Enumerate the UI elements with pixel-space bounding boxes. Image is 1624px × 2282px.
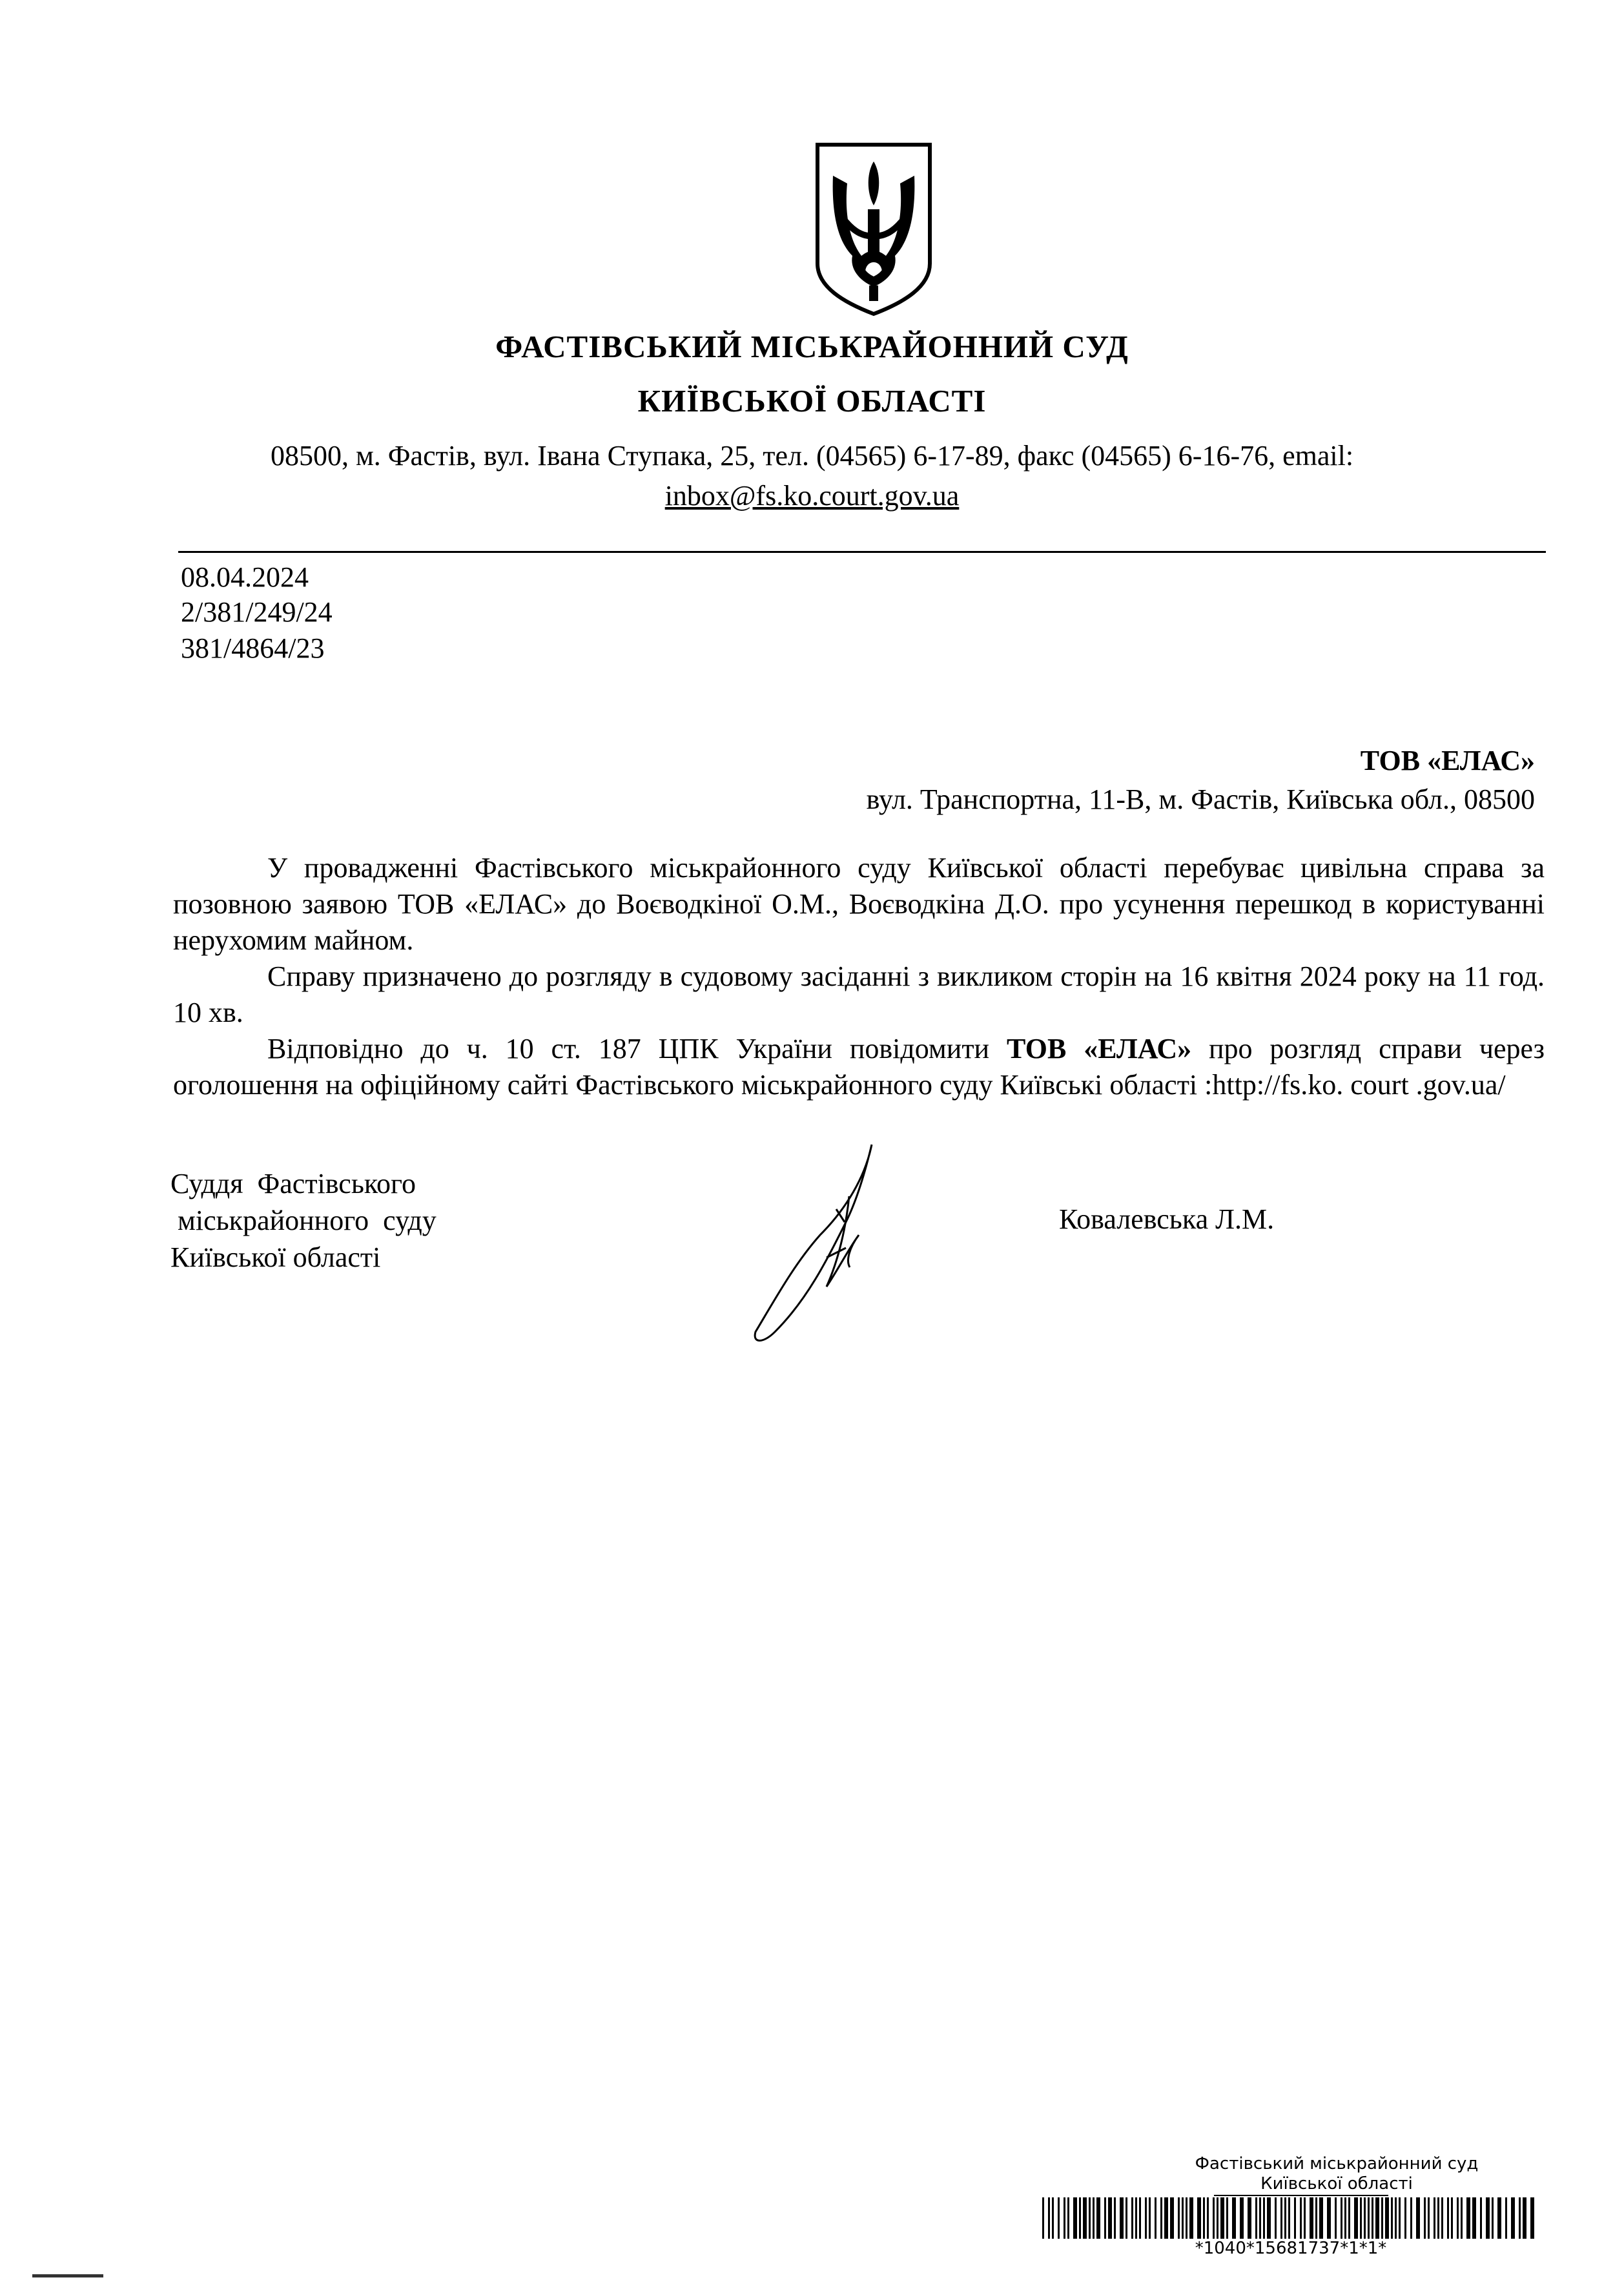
body-paragraph-1: У провадженні Фастівського міськрайонного суду Київської області перебуває цивільна справа за позовною заявою ТОВ «ЕЛАС» до Воєводкіної О.М., Воєводкіна Д.О. про усунення перешкод в користуванні нерухомим майном. [173, 852, 1545, 956]
header-divider [178, 551, 1546, 553]
handwritten-signature-icon [717, 1138, 930, 1351]
recipient-name: ТОВ «ЕЛАС» [1360, 745, 1535, 776]
recipient-address: вул. Транспортна, 11-В, м. Фастів, Київська обл., 08500 [866, 783, 1535, 815]
outgoing-number: 2/381/249/24 [181, 596, 333, 628]
stamp-court-region: Київської області [1260, 2174, 1413, 2194]
judge-title: Суддя Фастівського міськрайонного суду Київської області [170, 1168, 437, 1273]
stamp-court-name: Фастівський міськрайонний суд [1195, 2154, 1479, 2173]
scan-edge-mark [32, 2274, 103, 2277]
court-email-line [0, 479, 1624, 512]
judge-name: Ковалевська Л.М. [1059, 1203, 1275, 1235]
body-paragraph-3 [173, 1031, 1545, 1103]
barcode-icon [1042, 2197, 1539, 2239]
court-email-link[interactable]: inbox@fs.ko.court.gov.ua [664, 480, 960, 512]
paragraph-3-text-start: Відповідно до ч. 10 ст. 187 ЦПК України повідомити [267, 1033, 1007, 1064]
paragraph-3-text-end: про розгляд справи через оголошення на офіційному сайті Фастівського міськрайонного суду Київські області :http://fs.ko. court .gov.ua/ [173, 1033, 1545, 1101]
court-region: КИЇВСЬКОЇ ОБЛАСТІ [637, 383, 987, 419]
body-paragraph-2: Справу призначено до розгляду в судовому засіданні з викликом сторін на 16 квітня 2024 року на 11 год. 10 хв. [173, 960, 1545, 1028]
paragraph-3-recipient: ТОВ «ЕЛАС» [1006, 1033, 1192, 1064]
case-number: 381/4864/23 [181, 632, 325, 664]
barcode-number: *1040*15681737*1*1* [1195, 2239, 1387, 2258]
document-date: 08.04.2024 [181, 561, 309, 593]
coat-of-arms-icon [814, 142, 934, 316]
court-name: ФАСТІВСЬКИЙ МІСЬКРАЙОННИЙ СУД [495, 329, 1129, 364]
stamp-underline [1214, 2195, 1388, 2196]
court-address: 08500, м. Фастів, вул. Івана Ступака, 25, тел. (04565) 6-17-89, факс (04565) 6-16-76, email: [270, 440, 1354, 472]
